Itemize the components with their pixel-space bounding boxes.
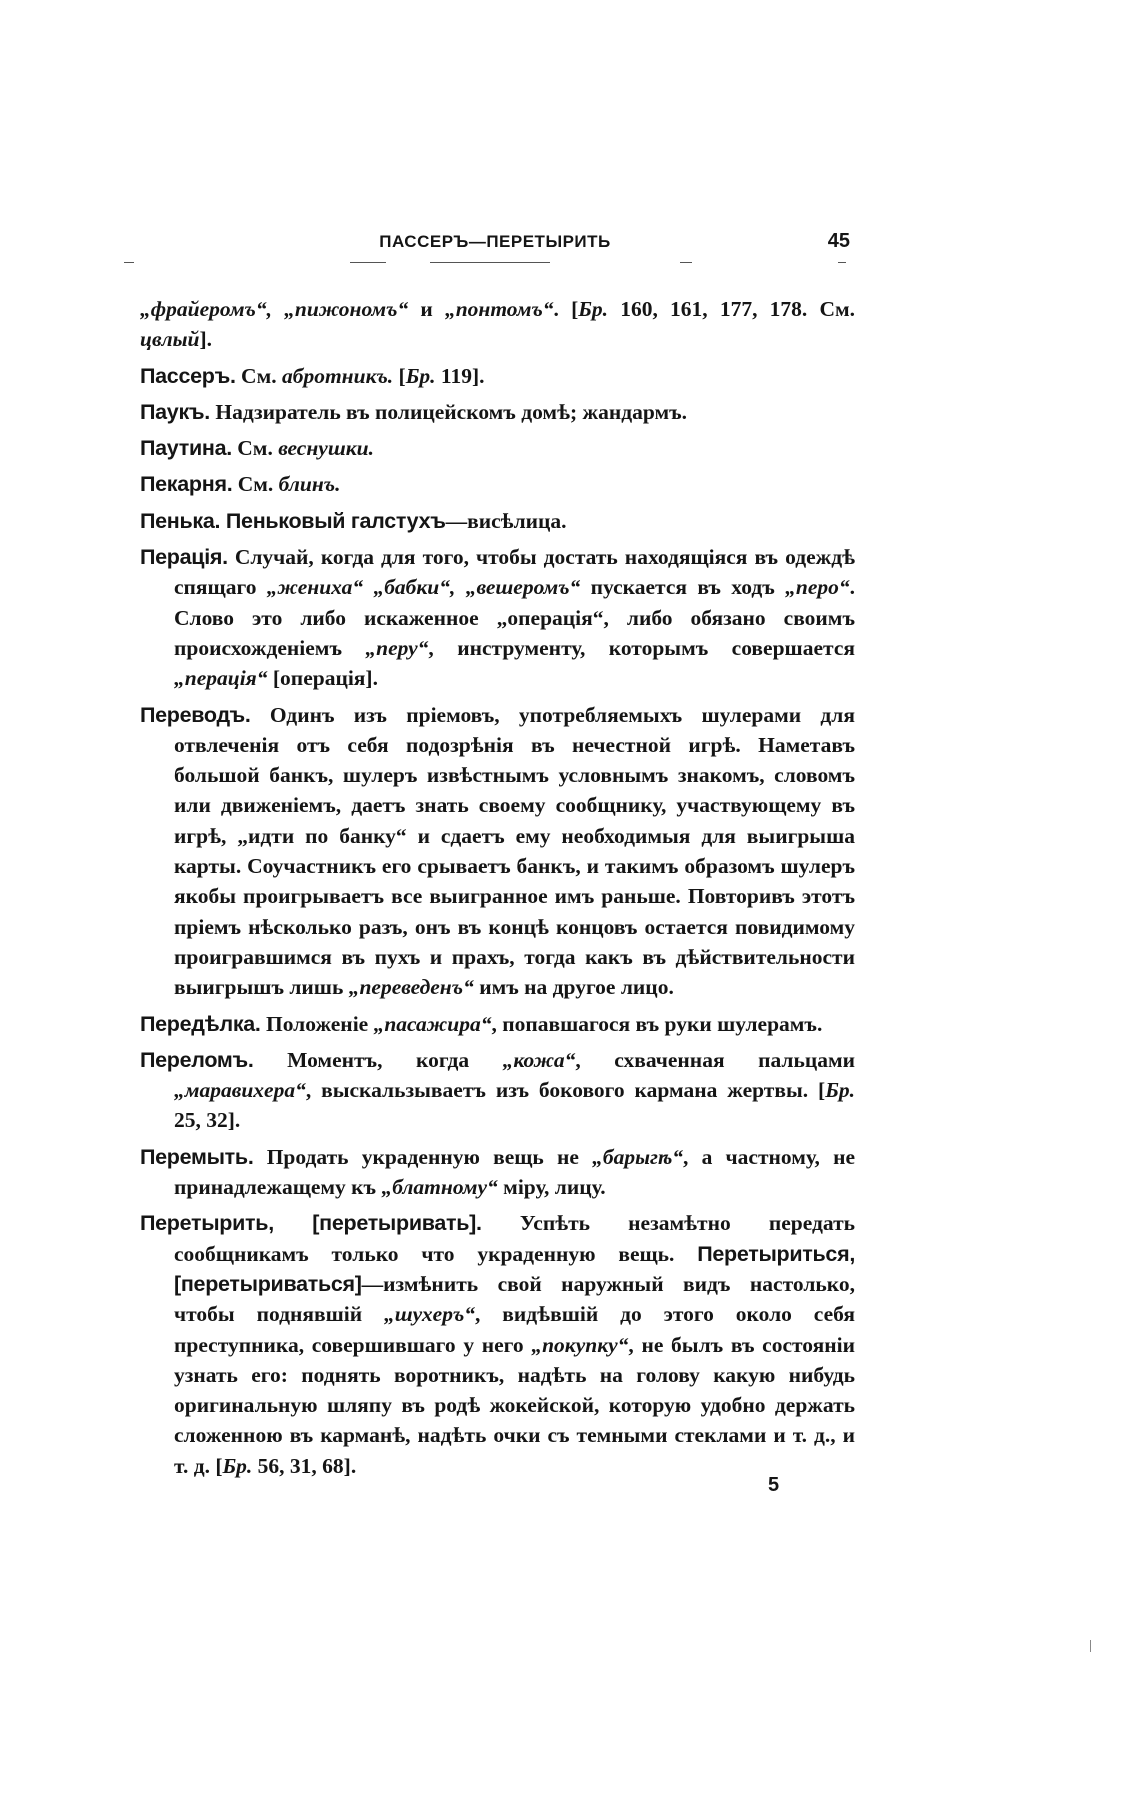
entry-text: См. bbox=[232, 472, 279, 497]
italic-term: Бр. bbox=[222, 1453, 253, 1478]
dictionary-entry-peremyt bbox=[140, 1142, 855, 1203]
italic-term: веснушки. bbox=[278, 436, 374, 461]
entry-text: Моментъ, когда bbox=[253, 1047, 503, 1072]
italic-term: „перу“ bbox=[365, 635, 429, 660]
scan-margin-mark bbox=[1090, 1640, 1091, 1652]
entry-text: , не былъ въ состояніи узнать его: поднять воротникъ, надѣть на голову какую нибудь оригинальную шляпу въ родѣ жокейской, которую удобно держать сложенною въ карманѣ, надѣть очки съ темными стеклами и т. д., и т. д. [ bbox=[174, 1332, 855, 1478]
entry-text: 56, 31, 68]. bbox=[252, 1453, 357, 1478]
header-rule-mark bbox=[838, 262, 846, 263]
italic-term: „барыгѣ“ bbox=[592, 1144, 684, 1169]
headword: Переводъ. bbox=[140, 702, 251, 727]
entry-text: 25, 32]. bbox=[174, 1108, 241, 1133]
italic-term: Бр. bbox=[825, 1078, 855, 1103]
entry-text: Надзиратель въ полицейскомъ домѣ; жандармъ. bbox=[209, 399, 688, 424]
headword: Перетырить, [перетыривать]. bbox=[140, 1211, 482, 1236]
headword: Передѣлка. bbox=[140, 1011, 261, 1036]
entry-text: , схваченная пальцами bbox=[575, 1047, 856, 1072]
headword: Паутина. bbox=[140, 436, 232, 461]
entry-text: , выскальзываетъ изъ бокового кармана жертвы. [ bbox=[305, 1078, 826, 1103]
entry-text: міру, лицу. bbox=[497, 1175, 606, 1200]
entry-text: —измѣнить свой наружный видъ настолько, чтобы поднявшій bbox=[174, 1271, 855, 1327]
headword: Перація. bbox=[140, 545, 228, 570]
italic-term: „пасажира“ bbox=[373, 1011, 492, 1036]
dictionary-entry-continued bbox=[140, 294, 855, 355]
italic-term: Бр. bbox=[405, 363, 436, 388]
dictionary-entry-passer bbox=[140, 361, 855, 391]
entry-text: —висѣлица. bbox=[445, 508, 567, 533]
italic-term: „маравихера“ bbox=[174, 1078, 306, 1103]
italic-term: „блатному“ bbox=[381, 1175, 498, 1200]
italic-term: „понтомъ“ bbox=[444, 297, 554, 321]
entry-text: . Слово это либо искаженное „операція“, либо обязано своимъ происхожденіемъ bbox=[174, 575, 855, 660]
entry-text: См. bbox=[231, 436, 279, 461]
entry-text: Положеніе bbox=[260, 1011, 374, 1036]
page-number: 45 bbox=[827, 230, 850, 252]
italic-term: „перація“ bbox=[174, 666, 268, 691]
dictionary-entry-peratsiya bbox=[140, 542, 855, 693]
entry-text: [ bbox=[393, 363, 406, 388]
italic-term: „покупку“ bbox=[531, 1332, 629, 1357]
entry-text: ]. bbox=[199, 327, 213, 352]
dictionary-entry-perelom bbox=[140, 1045, 855, 1136]
entry-text: [операція]. bbox=[267, 666, 378, 691]
headword: Пассеръ. bbox=[140, 363, 236, 388]
entry-text: , а частному, не принадлежащему къ bbox=[174, 1144, 855, 1200]
running-title: ПАССЕРЪ—ПЕРЕТЫРИТЬ bbox=[379, 232, 611, 251]
dictionary-entry-peredelka bbox=[140, 1009, 855, 1039]
dictionary-entry-peretyrit bbox=[140, 1208, 855, 1481]
headword: Перемыть. bbox=[140, 1144, 254, 1169]
italic-term: абротникъ. bbox=[281, 363, 394, 388]
dictionary-text bbox=[140, 294, 855, 1487]
italic-term: „фрайеромъ“, „пижономъ“ bbox=[140, 297, 409, 321]
entry-text: , видѣвшій до этого около себя преступника, совершившаго у него bbox=[174, 1302, 855, 1357]
italic-term: „перо“ bbox=[785, 575, 850, 600]
dictionary-entry-pautina bbox=[140, 433, 855, 463]
entry-text: См. bbox=[235, 363, 282, 388]
dictionary-entry-penka bbox=[140, 506, 855, 536]
italic-term: „кожа“ bbox=[502, 1047, 576, 1072]
entry-text: и bbox=[408, 297, 445, 321]
entry-text: . [ bbox=[553, 297, 579, 321]
entry-text: Одинъ изъ пріемовъ, употребляемыхъ шулерами для отвлеченія отъ себя подозрѣнія въ нечестной игрѣ. Наметавъ большой банкъ, шулеръ извѣстнымъ условнымъ знакомъ, словомъ или движеніемъ, даетъ знать своему сообщнику, участвующему въ игрѣ, „идти по банку“ и сдаетъ ему необходимыя для выигрыша карты. Соучастникъ его срываетъ банкъ, и такимъ образомъ шулеръ якобы проигрываетъ все выигранное имъ раньше. Повторивъ этотъ пріемъ нѣсколько разъ, онъ въ концѣ концовъ остается повидимому проигравшимся въ пухъ и прахъ, тогда какъ въ дѣйствительности выигрышъ лишь bbox=[174, 702, 855, 1000]
headword: Пекарня. bbox=[140, 472, 233, 497]
dictionary-entry-pauk bbox=[140, 397, 855, 427]
entry-text: 160, 161, 177, 178. См. bbox=[608, 297, 856, 321]
dictionary-entry-pekarnya bbox=[140, 469, 855, 499]
headword: Пенька. Пеньковый галстухъ bbox=[140, 508, 446, 533]
italic-term: цвлый bbox=[140, 327, 200, 352]
signature-mark: 5 bbox=[768, 1474, 780, 1496]
entry-text: Случай, когда для того, чтобы достать находящіяся въ одеждѣ спящаго bbox=[174, 545, 855, 600]
italic-term: „переведенъ“ bbox=[348, 975, 474, 1000]
headword: Перетыриться, [перетыриваться] bbox=[174, 1241, 855, 1296]
header-rule-mark bbox=[430, 262, 550, 263]
dictionary-entry-perevod bbox=[140, 700, 855, 1003]
entry-text: Успѣть незамѣтно передать сообщникамъ только что украденную вещь. bbox=[174, 1211, 855, 1266]
italic-term: Бр. bbox=[578, 297, 609, 321]
italic-term: „жениха“ „бабки“, „вешеромъ“ bbox=[266, 575, 581, 600]
italic-term: блинъ. bbox=[278, 472, 341, 497]
entry-text: , попавшагося въ руки шулерамъ. bbox=[491, 1011, 823, 1036]
header-rule-mark bbox=[124, 262, 134, 263]
entry-text: имъ на другое лицо. bbox=[473, 975, 674, 1000]
headword: Переломъ. bbox=[140, 1047, 254, 1072]
italic-term: „шухеръ“ bbox=[384, 1302, 476, 1327]
header-rule-mark bbox=[680, 262, 692, 263]
header-rule-mark bbox=[350, 262, 386, 263]
entry-text: Продать украденную вещь не bbox=[253, 1144, 593, 1169]
entry-text: 119]. bbox=[435, 363, 485, 388]
entry-text: , инструменту, которымъ совершается bbox=[428, 635, 855, 660]
running-head bbox=[140, 228, 850, 262]
headword: Паукъ. bbox=[140, 399, 210, 424]
entry-text: пускается въ ходъ bbox=[580, 575, 786, 600]
